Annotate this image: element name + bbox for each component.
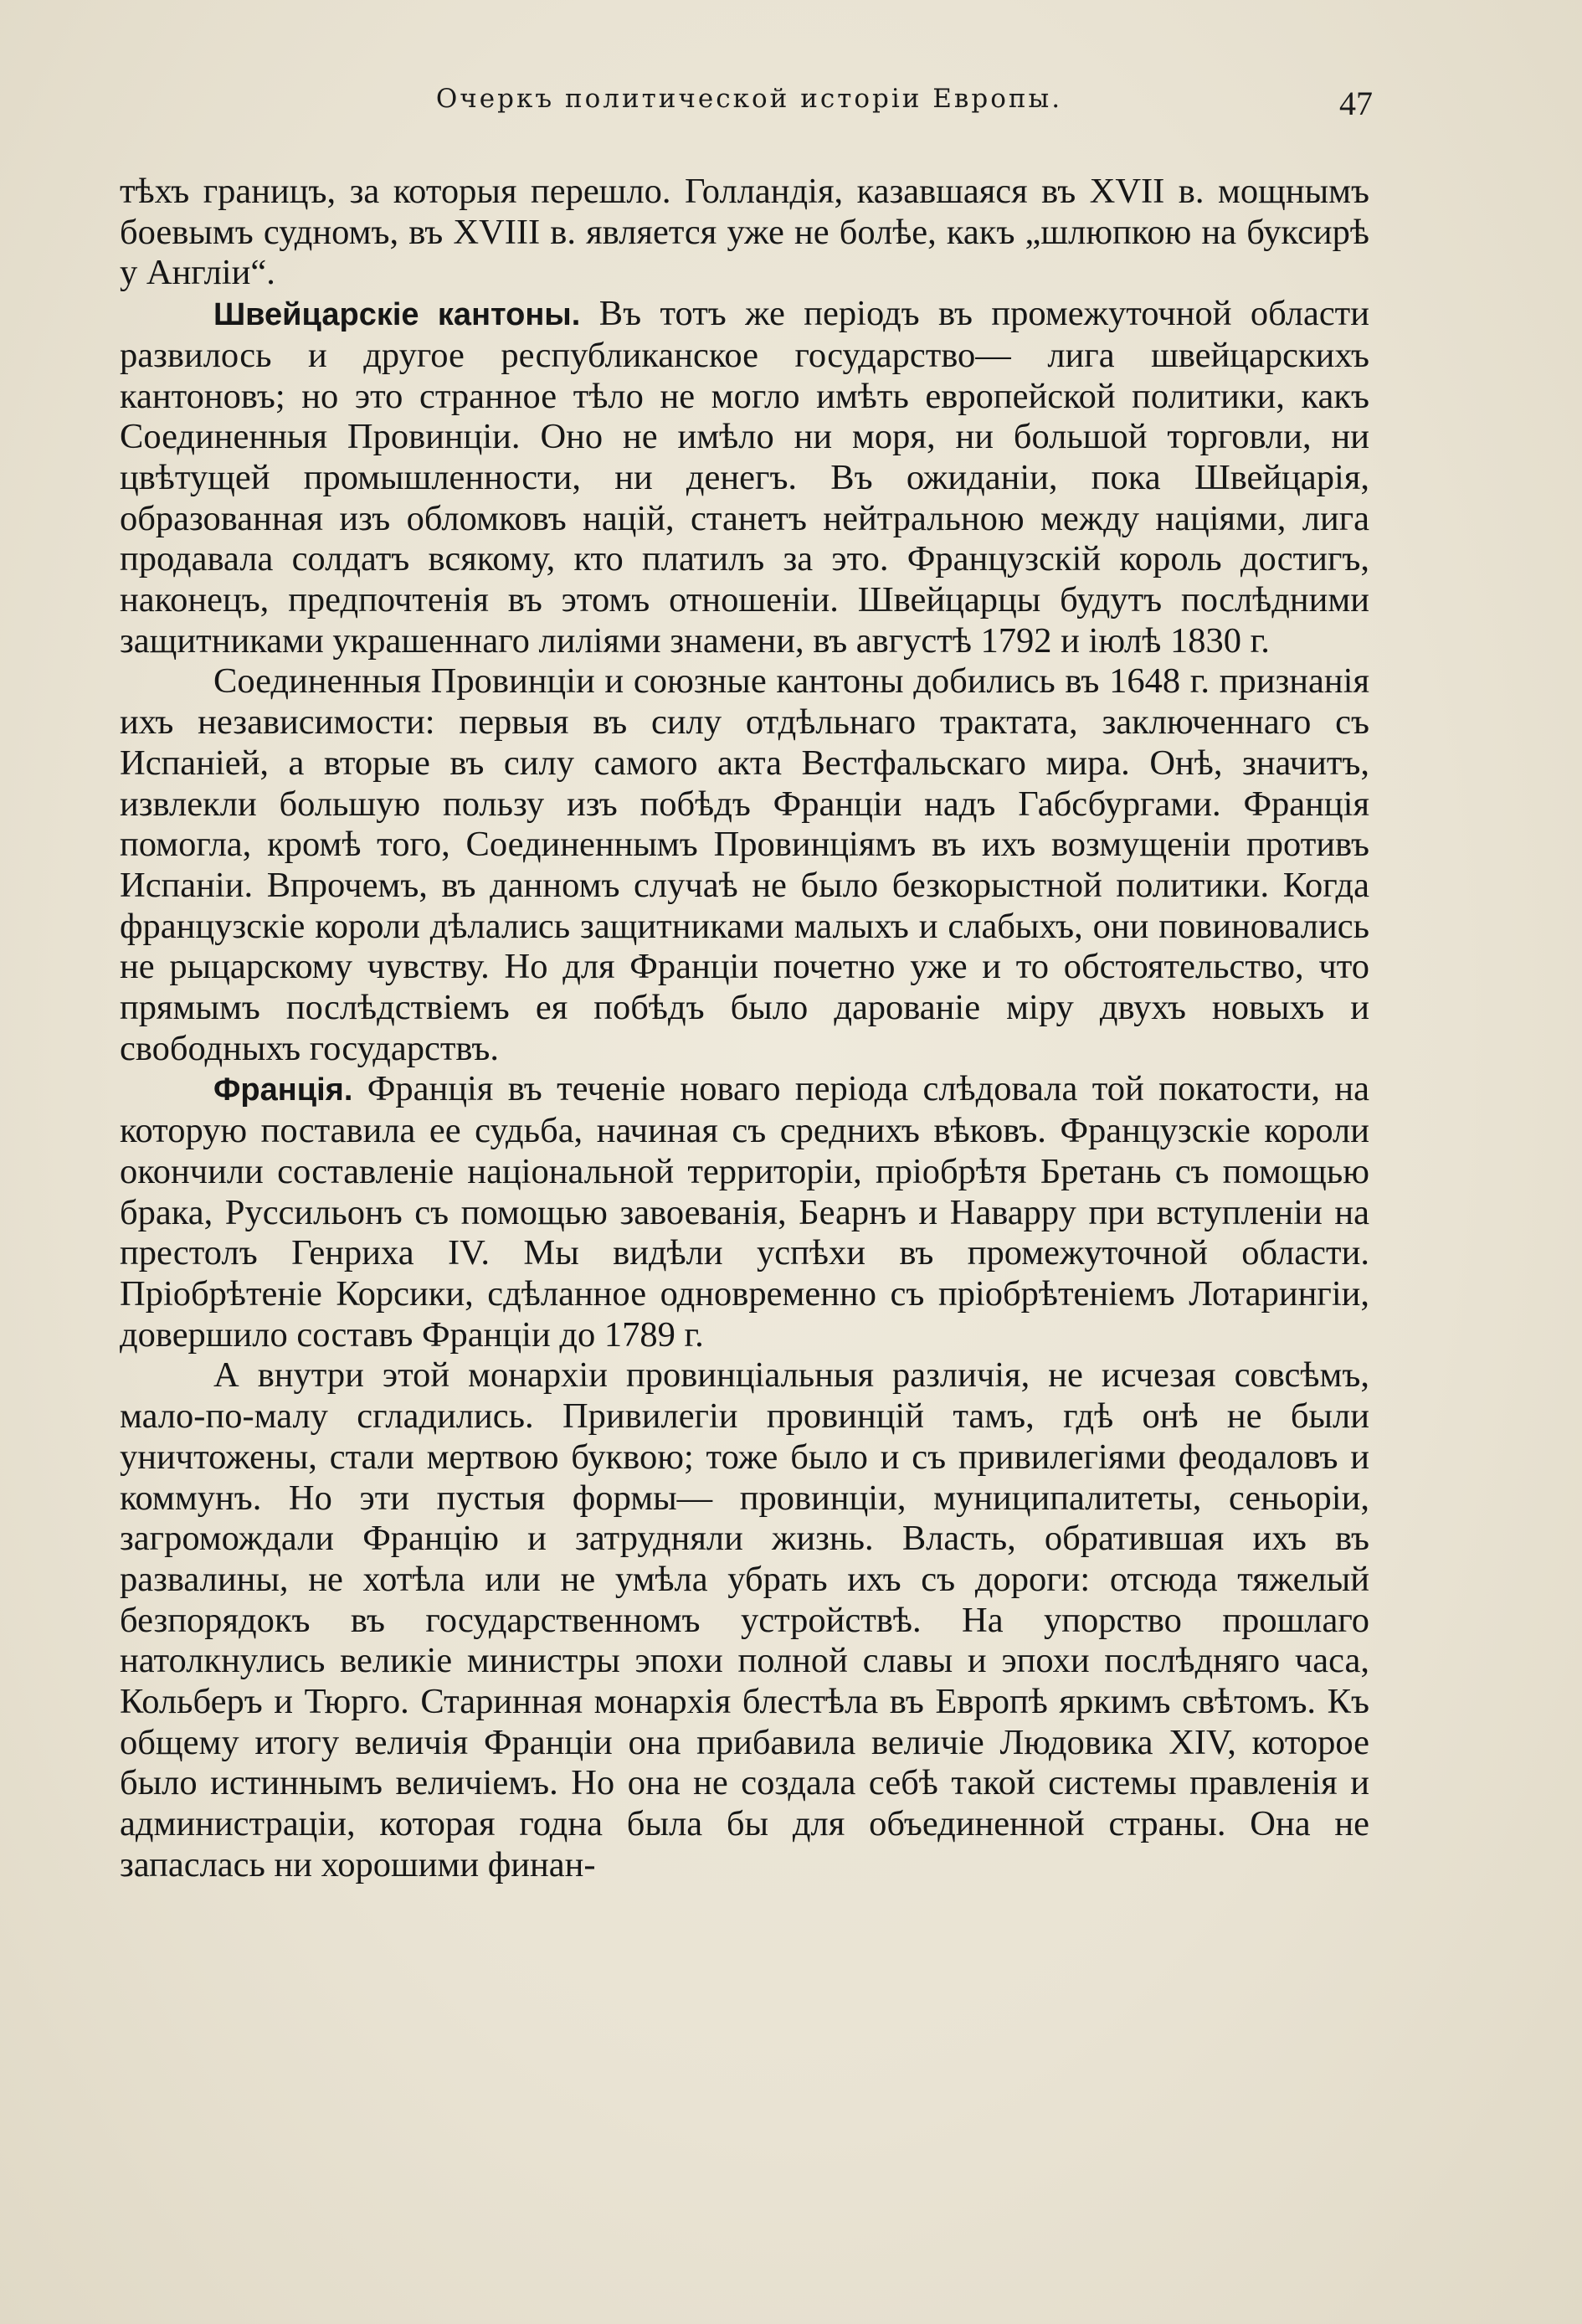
section-heading-france: Франція. (213, 1072, 353, 1108)
paragraph-text: А внутри этой монархіи провинціальныя различія, не исчезая совсѣмъ, мало-по-малу сгладились. Привилегіи провинцій тамъ, гдѣ онѣ не были уничтожены, стали мертвою буквою; тоже было и съ привилегіями феодаловъ и коммунъ. Но эти пустыя формы— провинціи, муниципалитеты, сеньоріи, загромождали Францію и затрудняли жизнь. Власть, обратившая ихъ въ развалины, не хотѣла или не умѣла убрать ихъ съ дороги: отсюда тяжелый безпорядокъ въ государственномъ устройствѣ. На упорство прошлаго натолкнулись великіе министры эпохи полной славы и эпохи послѣдняго часа, Кольберъ и Тюрго. Старинная монархія блестѣла въ Европѣ яркимъ свѣтомъ. Къ общему итогу величія Франціи она прибавила величіе Людовика XIV, которое было истиннымъ величіемъ. Но она не создала себѣ такой системы правленія и администраціи, которая годна была бы для объединенной страны. Она не запаслась ни хорошими финан- (120, 1355, 1369, 1884)
paragraph-text: тѣхъ границъ, за которыя перешло. Голландія, казавшаяся въ XVII в. мощнымъ боевымъ судномъ, въ XVIII в. является уже не болѣе, какъ „шлюпкою на буксирѣ у Англіи“. (120, 172, 1369, 293)
running-title: Очеркъ политической исторіи Европы. (435, 84, 1063, 114)
paragraph-continuation (120, 172, 1369, 294)
paragraph-swiss-cantons (120, 294, 1369, 661)
paragraph-france (120, 1069, 1369, 1355)
running-head (126, 84, 1373, 134)
section-heading-swiss-cantons: Швейцарскіе кантоны. (213, 297, 581, 333)
paragraph-text: Соединенныя Провинціи и союзные кантоны добились въ 1648 г. признанія ихъ независимости: первыя въ силу отдѣльнаго трактата, заключеннаго съ Испаніей, а вторые въ силу самого акта Вестфальскаго мира. Онѣ, значитъ, извлекли большую пользу изъ побѣдъ Франціи надъ Габсбургами. Франція помогла, кромѣ того, Соединеннымъ Провинціямъ въ ихъ возмущеніи противъ Испаніи. Впрочемъ, въ данномъ случаѣ не было безкорыстной политики. Когда французскіе короли дѣлались защитниками малыхъ и слабыхъ, они повиновались не рыцарскому чувству. Но для Франціи почетно уже и то обстоятельство, что прямымъ послѣдствіемъ ея побѣдъ было дарованіе міру двухъ новыхъ и свободныхъ государствъ. (120, 661, 1369, 1068)
paragraph-text: Франція въ теченіе новаго періода слѣдовала той покатости, на которую поставила ее судьба, начиная съ среднихъ вѣковъ. Французскіе короли окончили составленіе національной территоріи, пріобрѣтя Бретань съ помощью брака, Руссильонъ съ помощью завоеванія, Беарнъ и Наварру при вступленіи на престолъ Генриха IV. Мы видѣли успѣхи въ промежуточной области. Пріобрѣтеніе Корсики, сдѣланное одновременно съ пріобрѣтеніемъ Лотарингіи, довершило составъ Франціи до 1789 г. (120, 1069, 1369, 1355)
paragraph-independence (120, 661, 1369, 1069)
page-number: 47 (1339, 85, 1373, 122)
body-text (120, 172, 1369, 1886)
paragraph-text: Въ тотъ же періодъ въ промежуточной области развилось и другое республиканское государство— лига швейцарскихъ кантоновъ; но это странное тѣло не могло имѣть европейской политики, какъ Соединенныя Провинціи. Оно не имѣло ни моря, ни большой торговли, ни цвѣтущей промышленности, ни денегъ. Въ ожиданіи, пока Швейцарія, образованная изъ обломковъ націй, станетъ нейтральною между націями, лига продавала солдатъ всякому, кто платилъ за это. Французскій король достигъ, наконецъ, предпочтенія въ этомъ отношеніи. Швейцарцы будутъ послѣдними защитниками украшеннаго лиліями знамени, въ августѣ 1792 и іюлѣ 1830 г. (120, 294, 1370, 661)
paragraph-monarchy (120, 1355, 1369, 1885)
